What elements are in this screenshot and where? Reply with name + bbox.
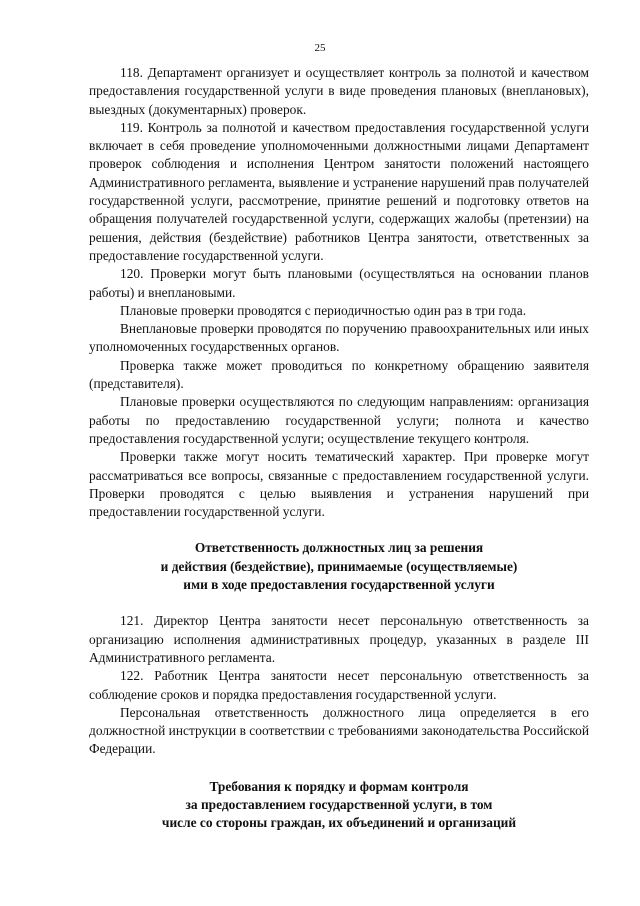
paragraph-thematic-checks: Проверки также могут носить тематический характер. При проверке могут рассматриваться все вопросы, связанные с предоставлением государственной услуги. Проверки проводятся с целью выявления и устранения нарушений при предоставлении государственной услуги. xyxy=(89,449,589,520)
section-heading-control-requirements xyxy=(89,778,589,833)
paragraph-unplanned-checks: Внеплановые проверки проводятся по поручению правоохранительных или иных уполномоченных государственных органов. xyxy=(89,321,589,355)
heading-line: ими в ходе предоставления государственной услуги xyxy=(183,577,495,593)
paragraph-check-on-request: Проверка также может проводиться по конкретному обращению заявителя (представителя). xyxy=(89,357,589,392)
page-content xyxy=(89,64,589,833)
paragraph-121: 121. Директор Центра занятости несет персональную ответственность за организацию исполнения административных процедур, указанных в разделе III Административного регламента. xyxy=(89,613,589,665)
paragraph-check-directions: Плановые проверки осуществляются по следующим направлениям: организация работы по предоставлению государственной услуги; полнота и качество предоставления государственной услуги; осуществление текущего контроля. xyxy=(89,394,589,446)
paragraph-120: 120. Проверки могут быть плановыми (осуществляться на основании планов работы) и внеплановыми. xyxy=(89,266,589,300)
heading-line: за предоставлением государственной услуги, в том xyxy=(185,796,493,812)
heading-line: Ответственность должностных лиц за решения xyxy=(194,540,484,556)
heading-line: и действия (бездействие), принимаемые (осуществляемые) xyxy=(160,558,518,574)
paragraph-119: 119. Контроль за полнотой и качеством предоставления государственной услуги включает в себя проведение уполномоченными должностными лицами Департамент проверок соблюдения и исполнения Центром занятости положений настоящего Административного регламента, выявление и устранение нарушений прав получателей государственной услуги, рассмотрение, принятие решений и подготовку ответов на обращения получателей государственной услуги, содержащих жалобы (претензии) на решения, действия (бездействие) работников Центра занятости, ответственных за предоставление государственной услуги. xyxy=(89,119,589,263)
paragraph-118: 118. Департамент организует и осуществляет контроль за полнотой и качеством предоставления государственной услуги в виде проведения плановых (внеплановых), выездных (документарных) проверок. xyxy=(89,65,589,117)
heading-line: Требования к порядку и формам контроля xyxy=(209,778,469,794)
paragraph-122: 122. Работник Центра занятости несет персональную ответственность за соблюдение сроков и порядка предоставления государственной услуги. xyxy=(89,668,589,702)
page-number: 25 xyxy=(314,42,326,54)
heading-line: числе со стороны граждан, их объединений и организаций xyxy=(161,815,517,831)
paragraph-personal-responsibility: Персональная ответственность должностного лица определяется в его должностной инструкции в соответствии с требованиями законодательства Российской Федерации. xyxy=(89,704,589,757)
section-heading-responsibility xyxy=(89,539,589,594)
paragraph-planned-checks-frequency: Плановые проверки проводятся с периодичностью один раз в три года. xyxy=(120,302,527,318)
